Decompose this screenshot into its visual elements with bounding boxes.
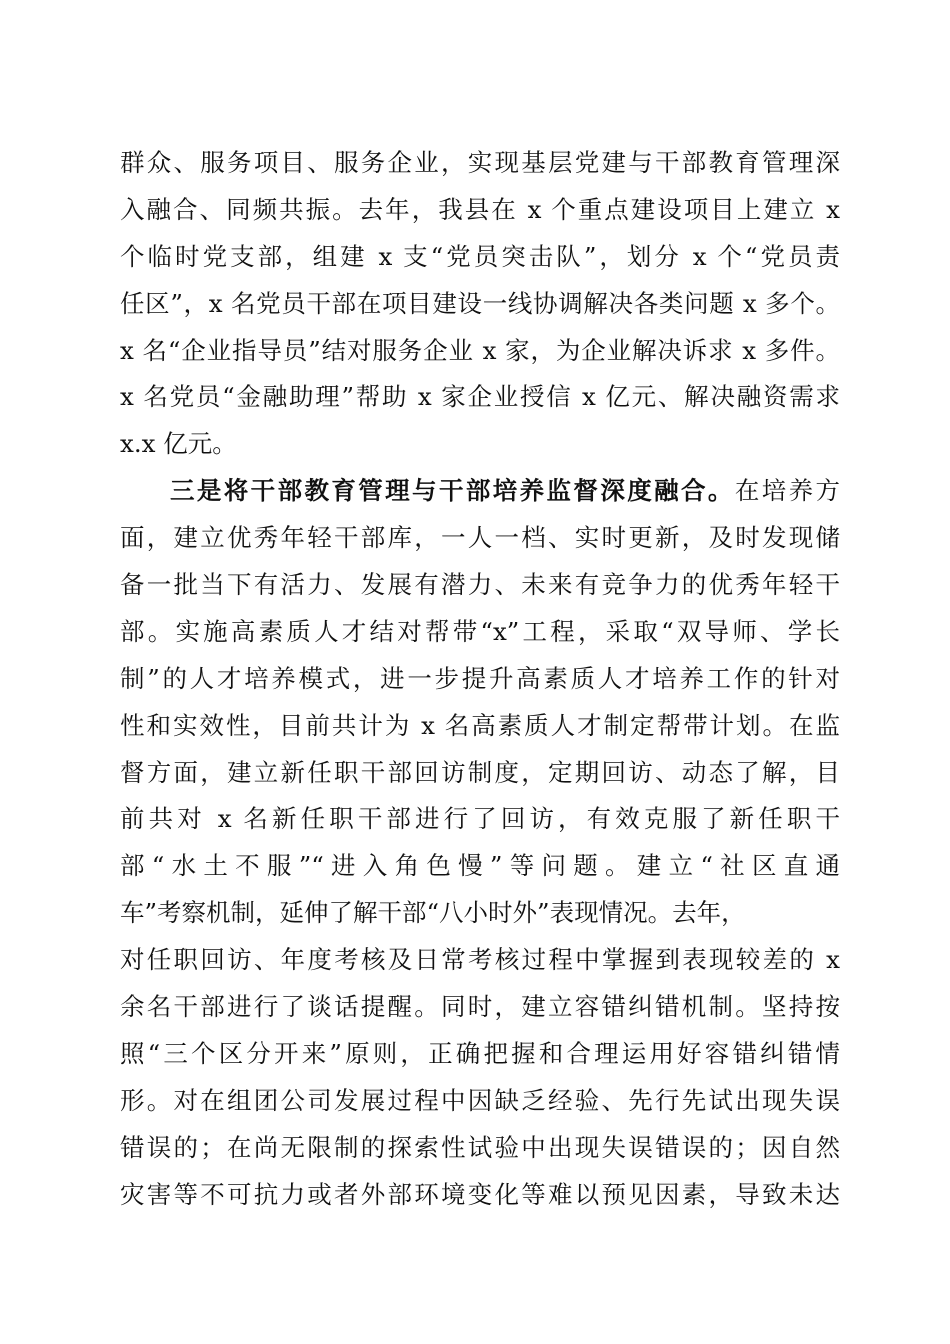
text-line: 群众、服务项目、服务企业，实现基层党建与干部教育管理深 (120, 148, 840, 177)
text-line: 任区”，x 名党员干部在项目建设一线协调解决各类问题 x 多个。 (120, 288, 840, 318)
text-line: 余名干部进行了谈话提醒。同时，建立容错纠错机制。坚持按 (120, 992, 840, 1022)
text-line: 性和实效性，目前共计为 x 名高素质人才制定帮带计划。在监 (120, 710, 840, 740)
text-line: 制”的人才培养模式，进一步提升高素质人才培养工作的针对 (120, 663, 840, 693)
text-line: 个临时党支部，组建 x 支“党员突击队”，划分 x 个“党员责 (120, 241, 840, 271)
text-line: 前共对 x 名新任职干部进行了回访，有效克服了新任职干 (120, 804, 840, 834)
text-line: 部“水土不服”“进入角色慢”等问题。建立“社区直通 (120, 851, 840, 881)
paragraph-heading: 三是将干部教育管理与干部培养监督深度融合。 (170, 476, 735, 506)
text-line: x 名党员“金融助理”帮助 x 家企业授信 x 亿元、解决融资需求 (120, 382, 840, 412)
text-line-first (120, 468, 840, 515)
text-line: 灾害等不可抗力或者外部环境变化等难以预见因素，导致未达 (120, 1179, 840, 1209)
text-line: 车”考察机制，延伸了解干部“八小时外”表现情况。去年， (120, 898, 746, 928)
text-line: x 名“企业指导员”结对服务企业 x 家，为企业解决诉求 x 多件。 (120, 335, 840, 365)
paragraph-cadre-training (120, 468, 840, 1218)
body-text (120, 140, 840, 1218)
text-line: 形。对在组团公司发展过程中因缺乏经验、先行先试出现失误 (120, 1085, 840, 1115)
paragraph-party-building (120, 140, 840, 468)
text-line: 入融合、同频共振。去年，我县在 x 个重点建设项目上建立 x (120, 194, 840, 224)
text-line: 照“三个区分开来”原则，正确把握和合理运用好容错纠错情 (120, 1038, 840, 1068)
text-line: 督方面，建立新任职干部回访制度，定期回访、动态了解，目 (120, 757, 840, 787)
text-line: x.x 亿元。 (120, 429, 237, 459)
heading-continuation: 在培养方 (734, 476, 840, 506)
text-line: 面，建立优秀年轻干部库，一人一档、实时更新，及时发现储 (120, 523, 840, 553)
text-line: 部。实施高素质人才结对帮带“x”工程，采取“双导师、学长 (120, 616, 840, 646)
text-line: 备一批当下有活力、发展有潜力、未来有竞争力的优秀年轻干 (120, 570, 840, 600)
text-line: 对任职回访、年度考核及日常考核过程中掌握到表现较差的 x (120, 945, 840, 975)
text-line: 错误的；在尚无限制的探索性试验中出现失误错误的；因自然 (120, 1132, 840, 1162)
